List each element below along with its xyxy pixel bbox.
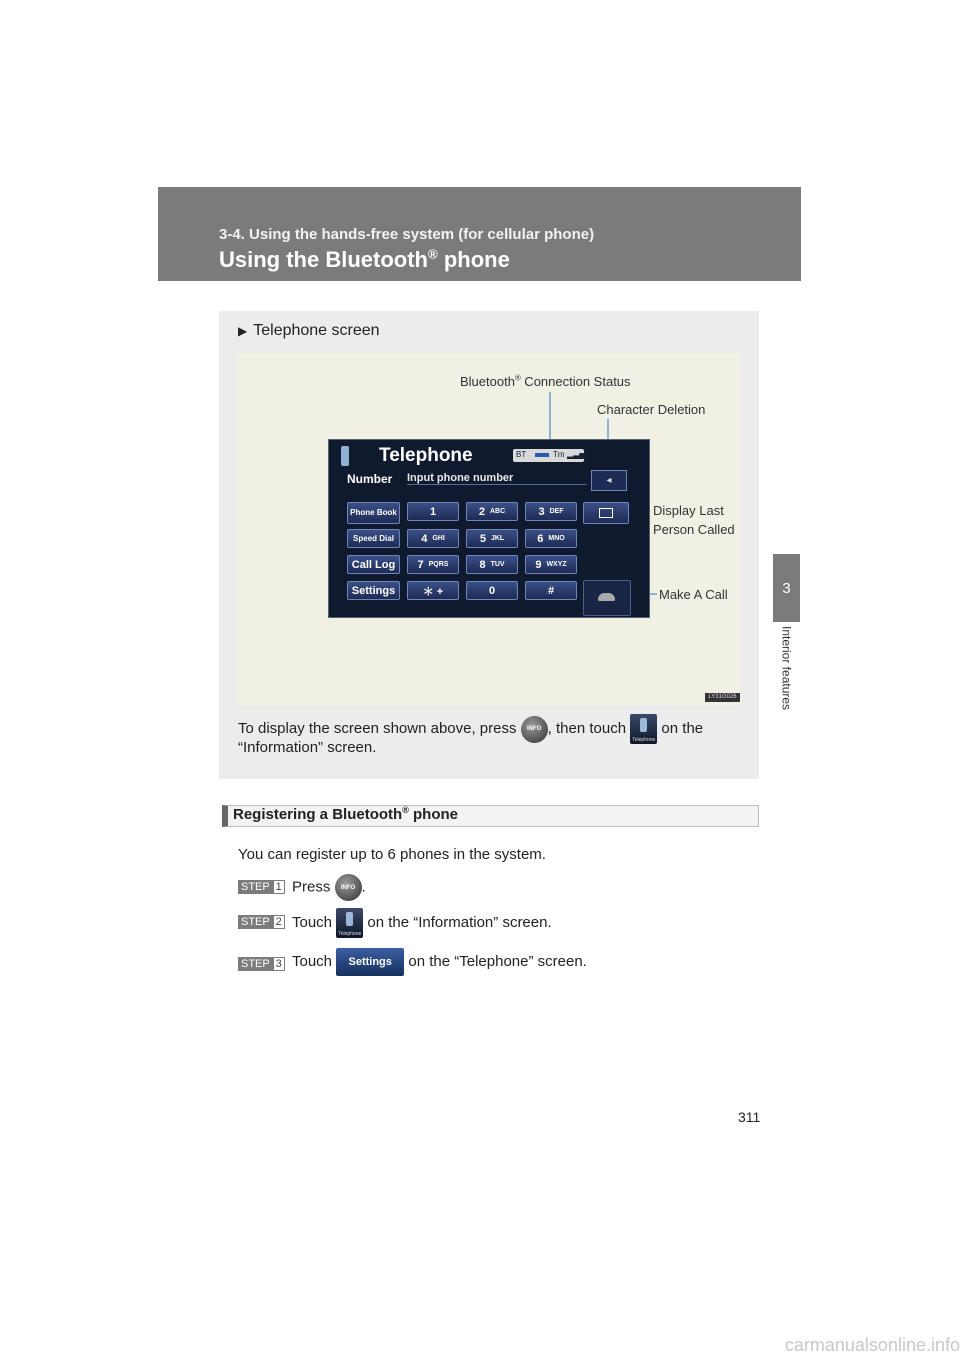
intro-text: You can register up to 6 phones in the system.: [238, 846, 546, 863]
callout-display-last-2: Person Called: [653, 522, 735, 537]
page-heading: Using the Bluetooth® phone: [219, 246, 510, 272]
caption-line-2: “Information” screen.: [238, 739, 377, 756]
number-label: Number: [347, 472, 393, 486]
section-title: 3-4. Using the hands-free system (for cellular phone): [219, 226, 595, 243]
keypad-key[interactable]: 7 PQRS: [407, 555, 459, 574]
play-arrow-icon: ▶: [238, 324, 248, 338]
character-deletion-button[interactable]: ◂: [591, 470, 627, 491]
keypad-key[interactable]: 8 TUV: [466, 555, 518, 574]
step-3-badge: STEP 3: [238, 957, 285, 971]
phone-handset-icon: [598, 593, 615, 601]
step-2-badge: STEP 2: [238, 915, 285, 929]
speed-dial-button[interactable]: Speed Dial: [347, 529, 400, 548]
display-last-person-button[interactable]: [583, 502, 629, 524]
make-call-button[interactable]: [583, 580, 631, 616]
callout-character-deletion: Character Deletion: [597, 402, 706, 417]
page-number: 311: [738, 1109, 761, 1125]
status-bar: BT Tm ▂▃▅: [513, 449, 584, 462]
watermark: carmanualsonline.info: [784, 1335, 960, 1355]
settings-button[interactable]: Settings: [347, 581, 400, 600]
keypad-key[interactable]: 5 JKL: [466, 529, 518, 548]
info-button-icon: INFO: [335, 874, 362, 901]
chapter-tab-label: Interior features: [779, 626, 794, 711]
telephone-title: Telephone: [379, 445, 473, 466]
step-2-text: Touch Telephone on the “Information” screen.: [292, 908, 552, 938]
window-icon: [599, 508, 613, 518]
settings-button-icon: Settings: [336, 948, 404, 976]
keypad-key[interactable]: ＊ +: [407, 581, 459, 600]
keypad-key[interactable]: 3 DEF: [525, 502, 577, 521]
chapter-tab-number: 3: [773, 554, 800, 622]
keypad-key[interactable]: #: [525, 581, 577, 600]
keypad-key[interactable]: 4 GHI: [407, 529, 459, 548]
step-3-text: Touch Settings on the “Telephone” screen.: [292, 948, 587, 976]
keypad-key[interactable]: 9 WXYZ: [525, 555, 577, 574]
telephone-button-icon: Telephone: [336, 908, 363, 938]
keypad-key[interactable]: 6 MNO: [525, 529, 577, 548]
step-1-text: Press INFO .: [292, 874, 366, 901]
phone-icon: [341, 446, 349, 466]
callout-display-last-1: Display Last: [653, 503, 724, 518]
call-log-button[interactable]: Call Log: [347, 555, 400, 574]
telephone-button-icon: Telephone: [630, 714, 657, 744]
subsection-heading: Registering a Bluetooth® phone: [233, 805, 458, 823]
number-input[interactable]: Input phone number: [407, 472, 587, 485]
keypad-key[interactable]: 1: [407, 502, 459, 521]
signal-strength-icon: ▂▃▅: [567, 450, 586, 459]
callout-make-call: Make A Call: [659, 587, 728, 602]
caption-line-1: To display the screen shown above, press INFO , then touch Telephone on the: [238, 714, 703, 744]
telephone-display: [328, 439, 650, 618]
callout-bt-status: Bluetooth® Connection Status: [460, 373, 631, 389]
step-1-badge: STEP 1: [238, 880, 285, 894]
keypad-key[interactable]: 0: [466, 581, 518, 600]
screen-heading: ▶ Telephone screen: [238, 322, 380, 339]
figure-code: LY31G026: [705, 693, 740, 702]
bluetooth-connection-icon: [535, 453, 549, 457]
keypad-key[interactable]: 2 ABC: [466, 502, 518, 521]
phone-book-button[interactable]: Phone Book: [347, 502, 400, 524]
info-button-icon: INFO: [521, 716, 548, 743]
